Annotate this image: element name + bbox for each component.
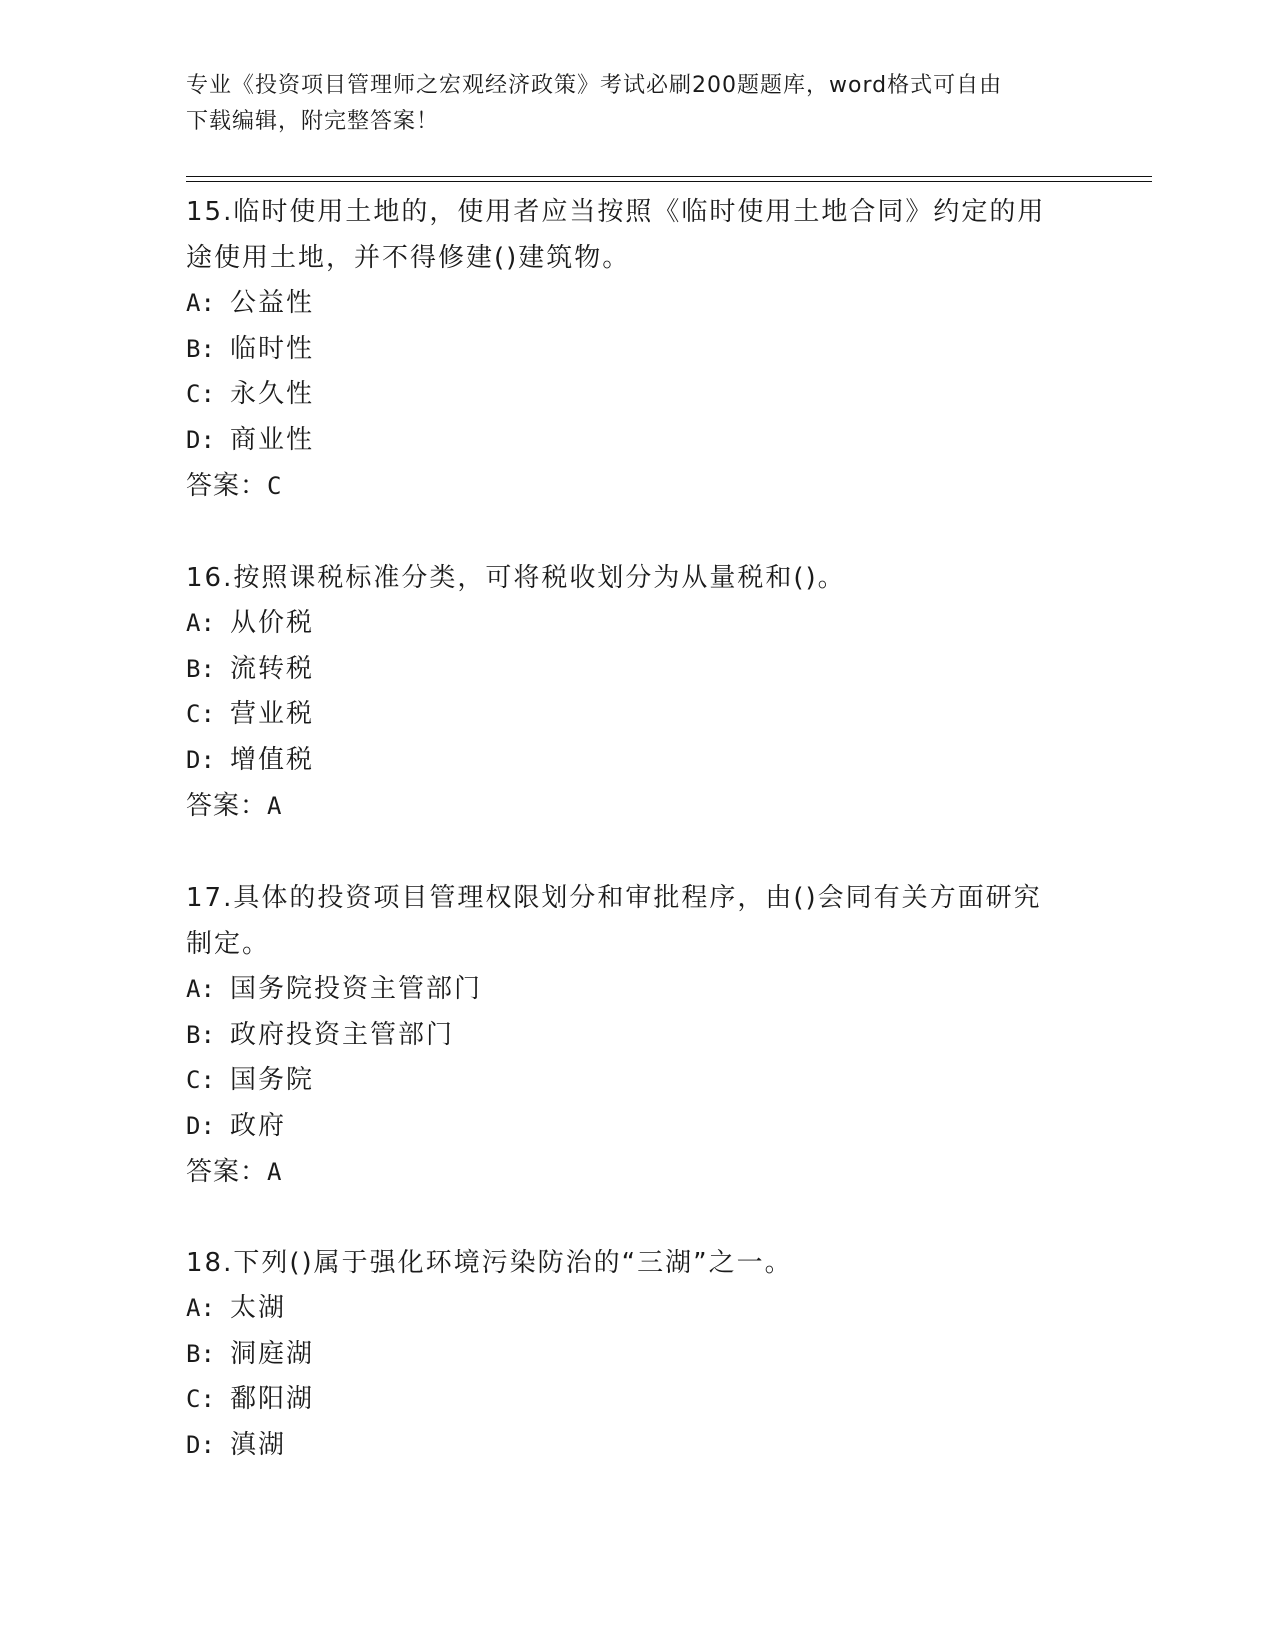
option-text: 公益性 xyxy=(230,288,315,318)
option-d xyxy=(186,1104,1086,1150)
answer-label: 答案： xyxy=(186,1157,268,1187)
option-b xyxy=(186,1013,1086,1059)
header-line-2: 下载编辑，附完整答案！ xyxy=(186,109,440,134)
option-a xyxy=(186,967,1086,1013)
option-a xyxy=(186,1286,1086,1332)
option-d xyxy=(186,1423,1086,1469)
question-stem-line-1: 18.下列()属于强化环境污染防治的“三湖”之一。 xyxy=(186,1248,793,1278)
option-letter: C: xyxy=(186,380,215,408)
option-text: 商业性 xyxy=(230,424,315,455)
question-stem xyxy=(186,1240,1086,1286)
question-18 xyxy=(186,1240,1086,1468)
answer-label: 答案： xyxy=(186,791,268,821)
option-letter: C: xyxy=(186,1385,215,1413)
question-stem xyxy=(186,189,1086,281)
header-line-1: 专业《投资项目管理师之宏观经济政策》考试必刷200题题库，word格式可自由 xyxy=(186,73,1003,98)
option-letter: B: xyxy=(186,1020,215,1049)
option-letter: A: xyxy=(186,289,215,317)
option-letter: A: xyxy=(186,1294,215,1322)
option-letter: D: xyxy=(186,745,215,774)
option-text: 增值税 xyxy=(230,744,315,775)
option-text: 从价税 xyxy=(230,608,315,638)
answer-value: C xyxy=(267,472,282,500)
option-text: 营业税 xyxy=(230,699,315,729)
option-b xyxy=(186,1332,1086,1378)
answer-line xyxy=(186,783,1086,829)
option-letter: B: xyxy=(186,654,215,683)
header-divider-top xyxy=(186,176,1152,177)
question-stem xyxy=(186,555,1086,601)
option-letter: D: xyxy=(186,1111,215,1140)
answer-value: A xyxy=(267,792,282,820)
option-text: 政府投资主管部门 xyxy=(230,1019,455,1050)
answer-line xyxy=(186,463,1086,509)
question-stem-line-1: 15.临时使用土地的，使用者应当按照《临时使用土地合同》约定的用 xyxy=(186,197,1046,227)
option-c xyxy=(186,372,1086,418)
option-text: 太湖 xyxy=(230,1293,287,1323)
option-c xyxy=(186,1377,1086,1423)
answer-value: A xyxy=(267,1158,282,1186)
question-stem-line-1: 16.按照课税标准分类，可将税收划分为从量税和()。 xyxy=(186,563,846,593)
option-text: 永久性 xyxy=(230,379,315,409)
option-d xyxy=(186,418,1086,464)
option-text: 临时性 xyxy=(230,333,315,364)
question-stem xyxy=(186,875,1086,967)
option-letter: C: xyxy=(186,700,215,728)
option-b xyxy=(186,327,1086,373)
option-text: 滇湖 xyxy=(230,1429,287,1460)
answer-label: 答案： xyxy=(186,471,268,501)
option-letter: D: xyxy=(186,425,215,454)
option-letter: B: xyxy=(186,334,215,363)
option-c xyxy=(186,1058,1086,1104)
question-15 xyxy=(186,189,1086,509)
option-letter: C: xyxy=(186,1066,215,1094)
option-a xyxy=(186,601,1086,647)
question-17 xyxy=(186,875,1086,1195)
option-letter: D: xyxy=(186,1430,215,1459)
question-16 xyxy=(186,555,1086,829)
option-text: 流转税 xyxy=(230,653,315,684)
option-text: 政府 xyxy=(230,1110,287,1141)
option-d xyxy=(186,738,1086,784)
option-text: 鄱阳湖 xyxy=(230,1384,315,1414)
question-stem-line-1: 17.具体的投资项目管理权限划分和审批程序，由()会同有关方面研究 xyxy=(186,883,1042,913)
question-stem-line-2: 途使用土地，并不得修建()建筑物。 xyxy=(186,243,631,273)
option-letter: B: xyxy=(186,1339,215,1368)
option-letter: A: xyxy=(186,975,215,1003)
document-header xyxy=(186,68,1066,140)
option-text: 国务院 xyxy=(230,1065,315,1095)
answer-line xyxy=(186,1149,1086,1195)
option-b xyxy=(186,647,1086,693)
option-text: 洞庭湖 xyxy=(230,1338,315,1369)
option-a xyxy=(186,281,1086,327)
question-stem-line-2: 制定。 xyxy=(186,929,271,959)
header-divider-bottom xyxy=(186,181,1152,182)
option-letter: A: xyxy=(186,609,215,637)
option-c xyxy=(186,692,1086,738)
option-text: 国务院投资主管部门 xyxy=(230,974,483,1004)
